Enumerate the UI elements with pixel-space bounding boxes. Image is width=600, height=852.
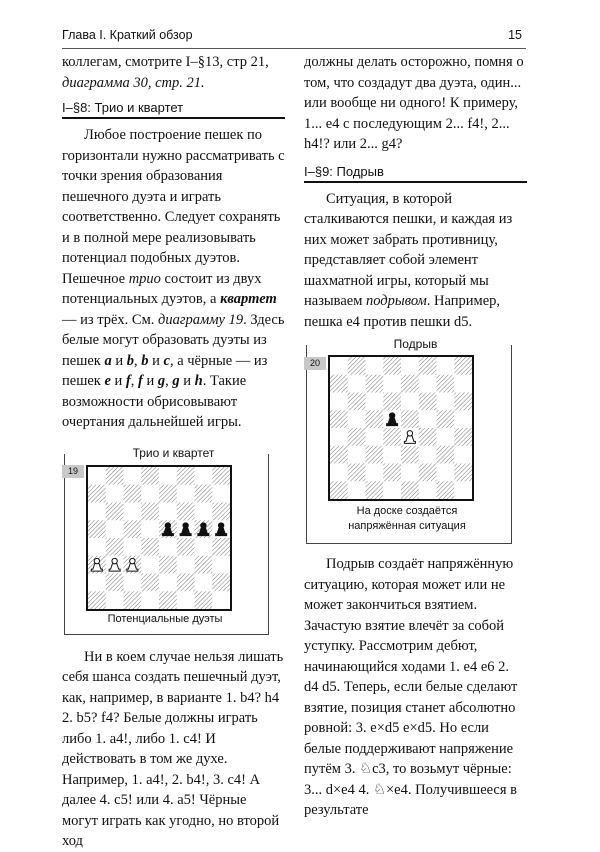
- dark-square: [212, 502, 230, 520]
- dark-square: [366, 446, 384, 464]
- left-paragraph-2: Любое построение пешек по горизонтали нужно рассматривать с точки зрения образования пешечного дуэта и играть соответственно. Следует сохранять и в полной мере реализовывать потенциал подобных дуэтов. Пешечное трио состоит из двух потенциальных дуэтов, а квартет — из трёх. См. диаграмму 19. Здесь белые могут образовать дуэты из пешек a и b, b и c, а чёрные — из пешек e и f, f и g, g и h. Такие возможности обрисовывают очертания дальнейшей игры.: [62, 127, 285, 430]
- dark-square: [330, 446, 348, 464]
- dark-square: [437, 375, 455, 393]
- black-pawn-icon: [180, 522, 191, 535]
- dark-square: [124, 591, 142, 609]
- diagram-20-caption-line-2: напряжённая ситуация: [348, 520, 466, 532]
- dark-square: [454, 428, 472, 446]
- black-pawn-icon: [216, 522, 227, 535]
- dark-square: [141, 502, 159, 520]
- running-header: [62, 22, 526, 49]
- dark-square: [366, 481, 384, 499]
- dark-square: [383, 393, 401, 411]
- black-pawn-icon: [387, 413, 398, 426]
- dark-square: [348, 357, 366, 375]
- dark-square: [383, 464, 401, 482]
- dark-square: [366, 375, 384, 393]
- right-column: [304, 52, 527, 821]
- dark-square: [419, 393, 437, 411]
- diagram-19-number: 19: [62, 465, 84, 478]
- right-paragraph-1: должны делать осторожно, помня о том, что создадут два дуэта, один... или вообще ни одного! К примеру, 1... e4 с последующим 2... f4!, 2... h4!? или 2... g4?: [304, 54, 524, 152]
- dark-square: [437, 481, 455, 499]
- dark-square: [195, 591, 213, 609]
- dark-square: [141, 573, 159, 591]
- dark-square: [106, 573, 124, 591]
- knight-icon: ♘: [373, 781, 386, 798]
- diagram-19: [62, 445, 285, 637]
- dark-square: [383, 428, 401, 446]
- page-number: 15: [508, 28, 522, 42]
- dark-square: [454, 393, 472, 411]
- dark-square: [177, 467, 195, 485]
- dark-square: [383, 357, 401, 375]
- section-heading-trio: I–§8: Трио и квартет: [62, 100, 285, 119]
- board-20-graphic: [330, 357, 472, 499]
- dark-square: [159, 555, 177, 573]
- knight-icon: ♘: [359, 761, 373, 777]
- board-19-graphic: [88, 467, 230, 609]
- dark-square: [330, 481, 348, 499]
- dark-square: [454, 464, 472, 482]
- diagram-20-number: 20: [304, 357, 326, 370]
- dark-square: [88, 591, 106, 609]
- chess-board-19: [86, 465, 232, 611]
- dark-square: [88, 520, 106, 538]
- dark-square: [348, 393, 366, 411]
- dark-square: [419, 357, 437, 375]
- left-paragraph-1: коллегам, смотрите I–§13, стр 21, диаграмма 30, стр. 21.: [62, 54, 269, 91]
- white-pawn-icon: [109, 558, 120, 571]
- dark-square: [124, 484, 142, 502]
- dark-square: [401, 375, 419, 393]
- dark-square: [401, 481, 419, 499]
- diagram-19-caption: Потенциальные дуэты: [107, 612, 223, 625]
- dark-square: [419, 428, 437, 446]
- dark-square: [330, 375, 348, 393]
- dark-square: [106, 538, 124, 556]
- dark-square: [106, 502, 124, 520]
- section-heading-podryv: I–§9: Подрыв: [304, 164, 527, 183]
- diagram-20: [304, 336, 527, 546]
- dark-square: [401, 446, 419, 464]
- diagram-20-title: Подрыв: [393, 337, 438, 351]
- dark-square: [419, 464, 437, 482]
- dark-square: [330, 410, 348, 428]
- dark-square: [88, 484, 106, 502]
- dark-square: [195, 484, 213, 502]
- dark-square: [348, 464, 366, 482]
- dark-square: [141, 467, 159, 485]
- dark-square: [124, 520, 142, 538]
- dark-square: [348, 428, 366, 446]
- white-pawn-icon: [404, 431, 415, 444]
- left-column: [62, 52, 285, 852]
- dark-square: [212, 538, 230, 556]
- dark-square: [454, 357, 472, 375]
- dark-square: [177, 502, 195, 520]
- dark-square: [177, 538, 195, 556]
- dark-square: [366, 410, 384, 428]
- chapter-title: Глава I. Краткий обзор: [62, 28, 193, 42]
- dark-square: [159, 591, 177, 609]
- right-paragraph-2: Ситуация, в которой сталкиваются пешки, и каждая из них может забрать противницу, представляет собой элемент шахматной игры, который мы называем подрывом. Например, пешка e4 против пешки d5.: [304, 190, 513, 330]
- left-paragraph-3: Ни в коем случае нельзя лишать себя шанса создать пешечный дуэт, как, например, в варианте 1. b4? h4 2. b5? f4? Белые должны играть либо 1. a4!, либо 1. c4! И действовать в том же духе. Например, 1. a4!, 2. b4!, 3. c4! А далее 4. c5! или 4. a5! Чёрные могут играть как угодно, но второй ход: [62, 648, 284, 849]
- dark-square: [401, 410, 419, 428]
- right-paragraph-3: Подрыв создаёт напряжённую ситуацию, которая может или не может закончиться взятием. Зачастую взятие влечёт за собой уступку. Рассмотрим дебют, начинающийся ходами 1. e4 e6 2. d4 d5. Теперь, если белые сделают взятие, позиция станет абсолютно ровной: 3. e×d5 e×d5. Но если белые поддерживают напряжение путём 3. ♘c3, то возьмут чёрные: 3... d×e4 4. ♘×e4. Получившееся в результате: [304, 556, 518, 818]
- dark-square: [159, 484, 177, 502]
- dark-square: [437, 410, 455, 428]
- dark-square: [437, 446, 455, 464]
- diagram-19-title: Трио и квартет: [132, 445, 215, 460]
- dark-square: [212, 467, 230, 485]
- dark-square: [195, 555, 213, 573]
- dark-square: [212, 573, 230, 591]
- diagram-20-caption-line-1: На доске создаётся: [356, 505, 458, 517]
- dark-square: [177, 573, 195, 591]
- dark-square: [141, 538, 159, 556]
- chess-board-20: [328, 355, 474, 501]
- dark-square: [106, 467, 124, 485]
